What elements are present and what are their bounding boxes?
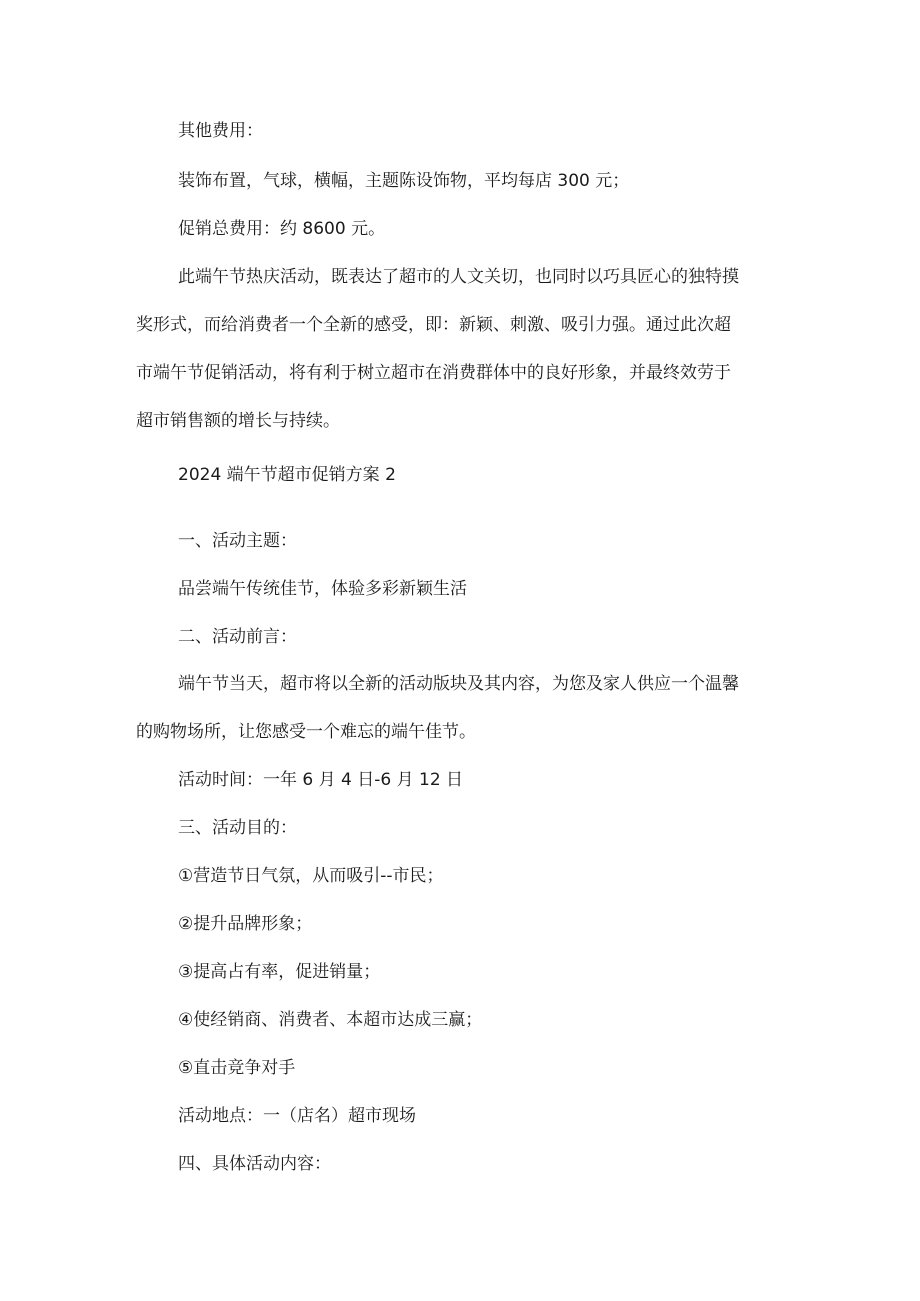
activity-location: 活动地点：一（店名）超市现场 [178,1106,416,1126]
decoration-cost-line: 装饰布置，气球，横幅，主题陈设饰物，平均每店 300 元； [178,171,630,191]
theme-text: 品尝端午传统佳节，体验多彩新颖生活 [178,579,467,599]
heading-preface: 二、活动前言： [178,627,297,647]
purpose-item-5: ⑤直击竞争对手 [178,1058,296,1078]
heading-activity-content: 四、具体活动内容： [178,1154,331,1174]
heading-purpose: 三、活动目的： [178,818,297,838]
preface-line-1: 端午节当天，超市将以全新的活动版块及其内容，为您及家人供应一个温馨 [178,674,739,694]
purpose-item-3: ③提高占有率，促进销量； [178,962,381,982]
summary-paragraph-line-2: 奖形式，而给消费者一个全新的感受，即：新颖、刺激、吸引力强。通过此次超 [136,315,731,335]
summary-paragraph-line-1: 此端午节热庆活动，既表达了超市的人文关切，也同时以巧具匠心的独特摸 [178,267,739,287]
activity-time: 活动时间：一年 6 月 4 日-6 月 12 日 [178,770,464,790]
summary-paragraph-line-3: 市端午节促销活动，将有利于树立超市在消费群体中的良好形象，并最终效劳于 [136,363,731,383]
other-costs-heading: 其他费用： [178,121,263,141]
purpose-item-1: ①营造节日气氛，从而吸引--市民； [178,866,444,886]
section-title: 2024 端午节超市促销方案 2 [178,465,396,485]
purpose-item-2: ②提升品牌形象； [178,914,313,934]
total-cost-line: 促销总费用：约 8600 元。 [178,219,386,239]
heading-theme: 一、活动主题： [178,531,297,551]
preface-line-2: 的购物场所，让您感受一个难忘的端午佳节。 [136,722,476,742]
summary-paragraph-line-4: 超市销售额的增长与持续。 [136,411,340,431]
purpose-item-4: ④使经销商、消费者、本超市达成三赢； [178,1010,483,1030]
